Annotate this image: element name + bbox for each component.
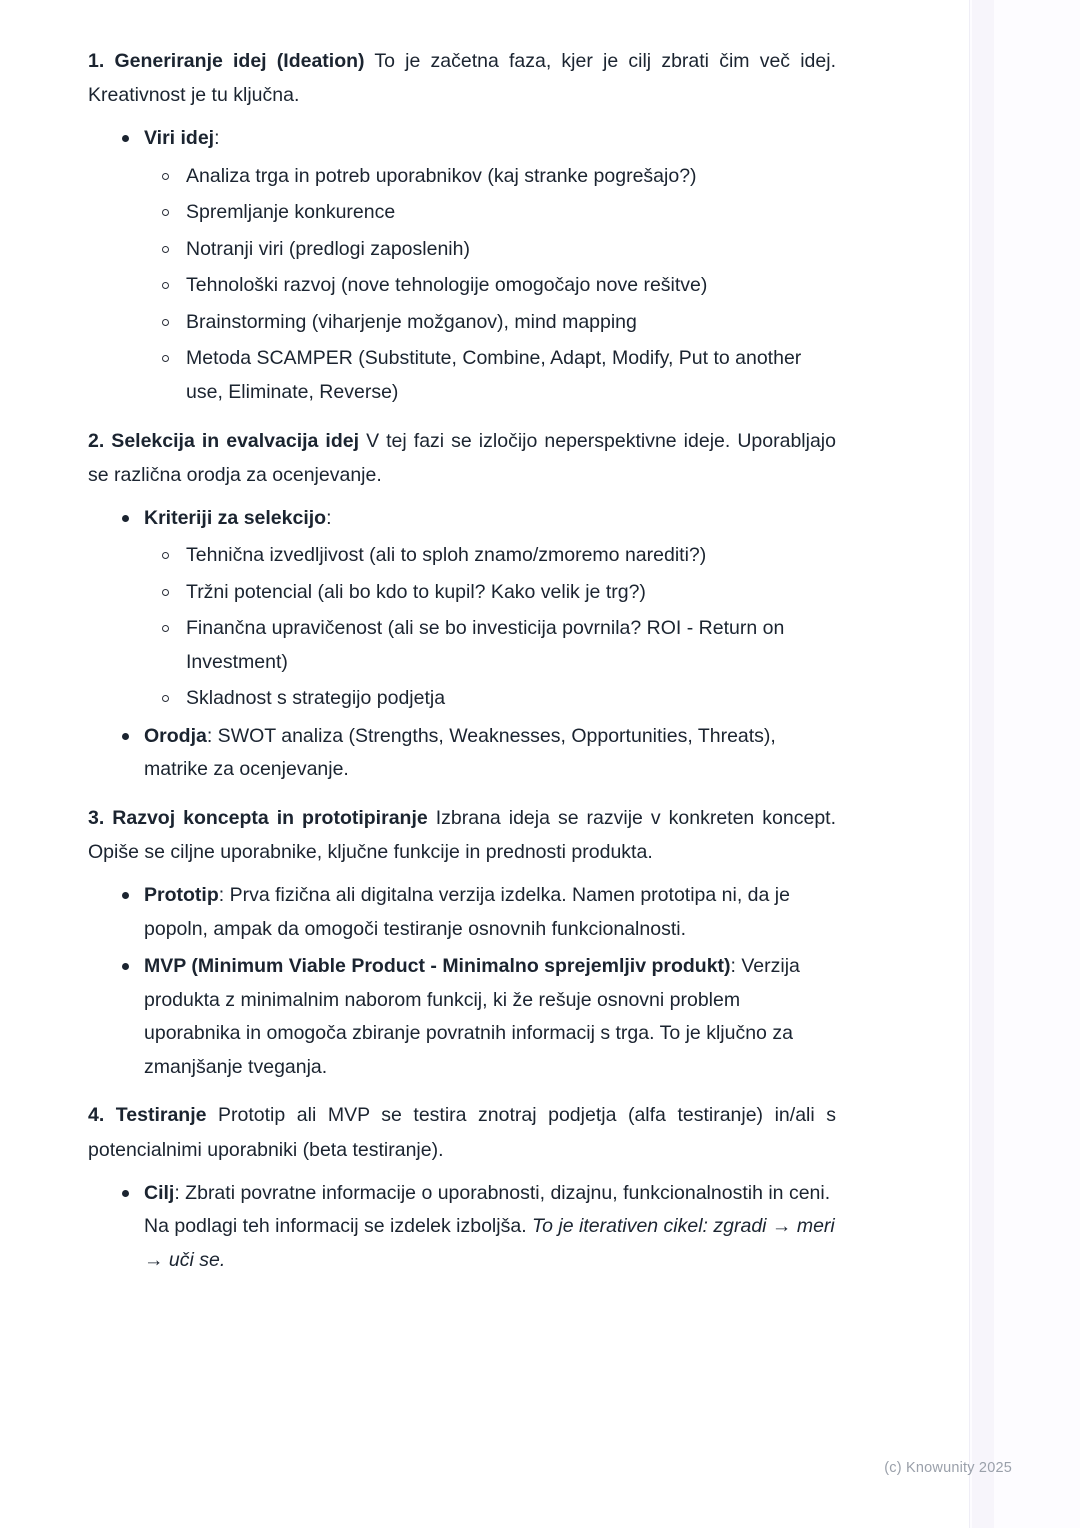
list-item: [118, 720, 836, 787]
section-heading: 2. Selekcija in evalvacija idej: [88, 429, 360, 452]
list-item: [118, 879, 836, 946]
bullet-label-suffix: :: [730, 955, 736, 978]
list-item: Notranji viri (predlogi zaposlenih): [152, 233, 836, 267]
section-paragraph: [88, 424, 836, 492]
bullet-list: [88, 879, 836, 1084]
section-body: Izbrana ideja se razvije v konkreten koncept. Opiše se ciljne uporabnike, ključne funkcije in prednosti produkta.: [88, 807, 836, 864]
bullet-label: Viri idej: [144, 127, 215, 150]
section-body: To je začetna faza, kjer je cilj zbrati čim več idej. Kreativnost je tu ključna.: [88, 50, 837, 107]
list-item: Spremljanje konkurence: [152, 196, 836, 230]
bullet-text: Verzija produkta z minimalnim naborom funkcij, ki že rešuje osnovni problem uporabnika in omogoča zbiranje povratnih informacij s trga. To je ključno za zmanjšanje tveganja.: [144, 955, 800, 1078]
bullet-label-suffix: :: [218, 884, 225, 907]
section-paragraph: [88, 1098, 836, 1166]
bullet-text: SWOT analiza (Strengths, Weaknesses, Opportunities, Threats), matrike za ocenjevanje.: [144, 724, 776, 781]
bullet-label: Orodja: [144, 724, 207, 747]
list-item: Metoda SCAMPER (Substitute, Combine, Adapt, Modify, Put to another use, Eliminate, Reverse): [152, 342, 836, 409]
section-heading: 1. Generiranje idej (Ideation): [88, 50, 365, 72]
bullet-list: [88, 122, 836, 409]
bullet-label: Prototip: [144, 884, 219, 907]
bullet-text: Zbrati povratne informacije o uporabnosti, dizajnu, funkcionalnostih in ceni. Na podlagi teh informacij se izdelek izboljša.: [144, 1181, 831, 1238]
section-heading: 3. Razvoj koncepta in prototipiranje: [88, 807, 428, 829]
list-item: Tehnološki razvoj (nove tehnologije omogočajo nove rešitve): [152, 269, 836, 303]
bullet-label-suffix: :: [214, 127, 220, 150]
bullet-label-suffix: :: [174, 1181, 180, 1204]
list-item: Tehnična izvedljivost (ali to sploh znamo/zmoremo narediti?): [152, 539, 836, 573]
bullet-label: Cilj: [144, 1181, 175, 1204]
section-paragraph: [88, 801, 836, 869]
bullet-label: MVP (Minimum Viable Product - Minimalno sprejemljiv produkt): [144, 955, 731, 978]
bullet-list: [88, 1177, 836, 1278]
bullet-text: Prva fizična ali digitalna verzija izdelka. Namen prototipa ni, da je popoln, ampak da omogoči testiranje osnovnih funkcionalnosti.: [144, 884, 790, 940]
bullet-label: Kriteriji za selekcijo: [144, 506, 327, 529]
section-body: V tej fazi se izločijo neperspektivne ideje. Uporabljajo se različna orodja za ocenjevanje.: [88, 429, 836, 486]
list-item: [118, 950, 836, 1084]
section-body: Prototip ali MVP se testira znotraj podjetja (alfa testiranje) in/ali s potencialnimi uporabniki (beta testiranje).: [88, 1104, 836, 1161]
bullet-label-suffix: :: [326, 506, 332, 529]
list-item: [118, 1177, 836, 1278]
list-item: [118, 502, 836, 716]
list-item: Analiza trga in potreb uporabnikov (kaj stranke pogrešajo?): [152, 160, 836, 194]
section-heading: 4. Testiranje: [88, 1104, 207, 1127]
bullet-list: [88, 502, 836, 787]
list-item: Skladnost s strategijo podjetja: [152, 682, 836, 716]
sub-bullet-list: [144, 160, 836, 410]
list-item: Tržni potencial (ali bo kdo to kupil? Kako velik je trg?): [152, 576, 836, 610]
sub-bullet-list: [144, 539, 836, 716]
list-item: Finančna upravičenost (ali se bo investicija povrnila? ROI - Return on Investment): [152, 612, 836, 679]
list-item: [118, 122, 836, 409]
section-paragraph: [88, 44, 836, 112]
bullet-italic-text: To je iterativen cikel: zgradi → meri → uči se.: [144, 1215, 835, 1271]
copyright-footer: (c) Knowunity 2025: [884, 1460, 1012, 1476]
page-right-margin-band: [969, 0, 1080, 1528]
bullet-label-suffix: :: [206, 724, 213, 747]
document-content: [88, 44, 836, 1291]
list-item: Brainstorming (viharjenje možganov), mind mapping: [152, 306, 836, 340]
page-right-margin-stripe: [972, 0, 994, 1528]
